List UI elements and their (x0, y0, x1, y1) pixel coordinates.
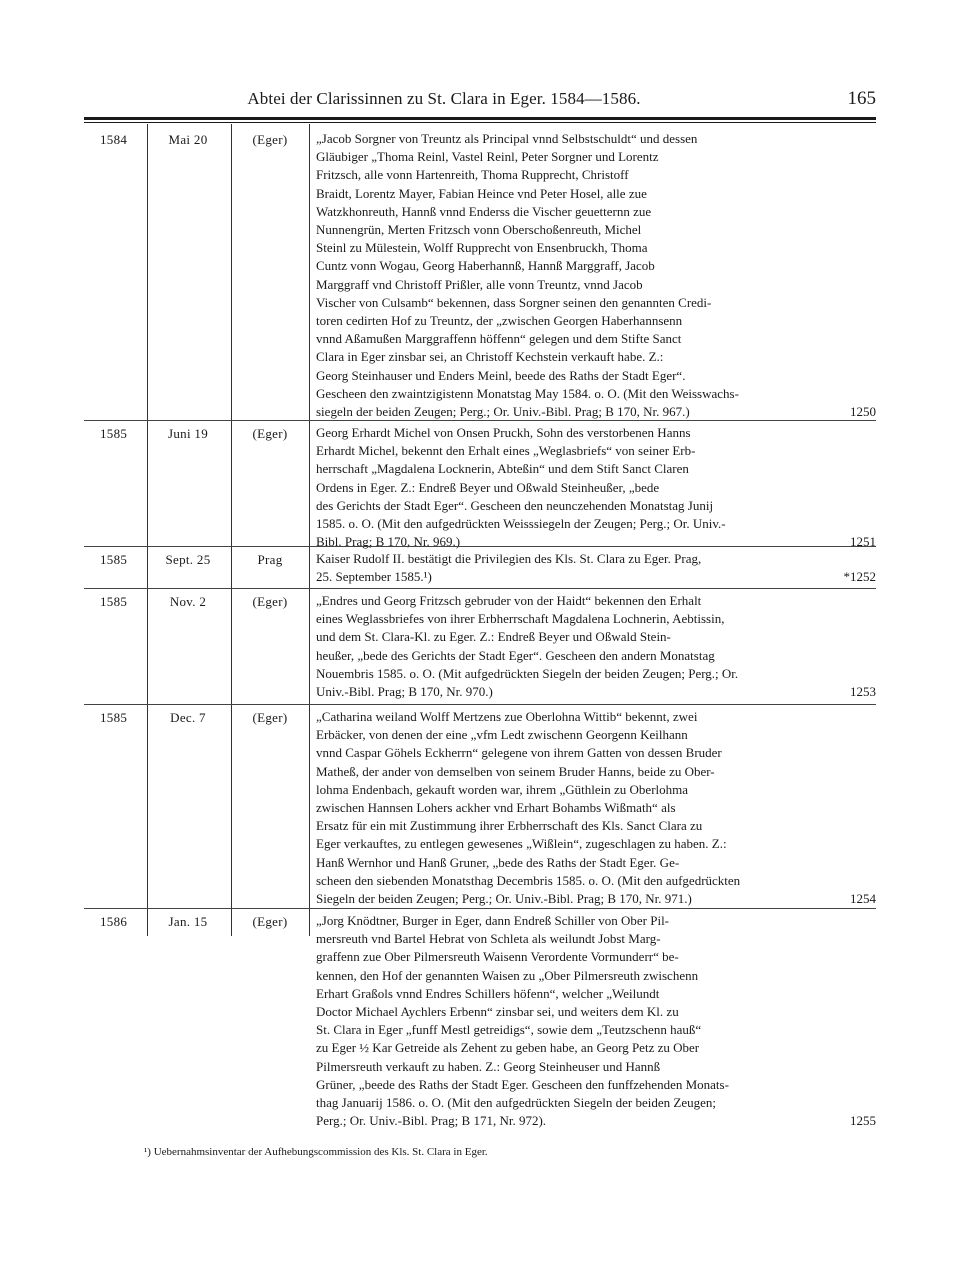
entry-divider (84, 420, 876, 421)
entry-line: graffenn zue Ober Pilmersreuth Waisenn Verordente Vormunderr“ be- (316, 949, 679, 965)
entry-line: Erbäcker, von denen der eine „vfm Ledt zwischenn Georgenn Keilhann (316, 727, 688, 743)
entry-line: kennen, den Hof der genannten Waisen zu „Ober Pilmersreuth zwischenn (316, 967, 699, 983)
entry-line: und dem St. Clara-Kl. zu Eger. Z.: Endreß Beyer und Oßwald Stein- (316, 629, 671, 645)
entry-place: (Eger) (252, 594, 288, 609)
header-rule (84, 117, 876, 123)
entry-line: „Jorg Knödtner, Burger in Eger, dann Endreß Schiller von Ober Pil- (316, 913, 670, 928)
entry-line: heußer, „bede des Gerichts der Stadt Eger“. Gescheen den andern Monatstag (316, 647, 715, 663)
entry-line: Georg Steinhauser und Enders Meinl, beede des Raths der Stadt Eger“. (316, 367, 686, 383)
entry-date: Mai 20 (168, 132, 208, 147)
entry-place: (Eger) (252, 426, 288, 441)
entry-line: Perg.; Or. Univ.-Bibl. Prag; B 171, Nr. 972). (316, 1113, 547, 1129)
entry-line: „Catharina weiland Wolff Mertzens zue Oberlohna Wittib“ bekennt, zwei (316, 709, 698, 724)
footnote-mark: ¹) (144, 1146, 151, 1158)
entry-line: Marggraff vnd Christoff Prißler, alle vonn Treuntz, vnnd Jacob (316, 276, 643, 292)
entry-line-last (316, 890, 876, 908)
entry-line: 1585. o. O. (Mit den aufgedrückten Weisssiegeln der Zeugen; Perg.; Or. Univ.- (316, 516, 726, 532)
entry-line: Gescheen den zwaintzigistenn Monatstag May 1584. o. O. (Mit den Weisswachs- (316, 385, 739, 401)
entry-line: Fritzsch, alle vonn Hartenreith, Thoma Rupprecht, Christoff (316, 167, 629, 183)
register-number: 1253 (850, 684, 876, 700)
entry-line: Braidt, Lorentz Mayer, Fabian Heince vnd Peter Hosel, alle zue (316, 185, 647, 201)
register-number: 1255 (850, 1113, 876, 1129)
entry-line-last (316, 533, 876, 551)
entry-line: Nouembris 1585. o. O. (Mit aufgedrückten Siegeln der beiden Zeugen; Perg.; Or. (316, 665, 739, 681)
entry-line: mersreuth vnd Bartel Hebrat von Schleta als weilundt Jobst Marg- (316, 931, 661, 947)
entry-line: scheen den siebenden Monatsthag Decembris 1585. o. O. (Mit den aufgedrückten (316, 872, 741, 888)
entry-text (316, 550, 876, 586)
entry-line: Bibl. Prag; B 170, Nr. 969.) (316, 534, 461, 550)
entry-line-last (316, 568, 876, 586)
entry-line: Erhart Graßols vnnd Endres Schillers höfenn“, welcher „Weilundt (316, 985, 660, 1001)
entry-text (316, 592, 876, 701)
entry-line: zwischen Hannsen Lohers ackher vnd Erhart Bohambs Wißmath“ als (316, 800, 676, 816)
entry-line: des Gerichts der Stadt Eger“. Gescheen den neunczehenden Monatstag Junij (316, 497, 714, 513)
entry-date: Nov. 2 (169, 594, 207, 609)
entry-place: (Eger) (252, 914, 288, 929)
entry-line: thag Januarij 1586. o. O. (Mit den aufgedrückten Siegeln der beiden Zeugen; (316, 1095, 716, 1111)
entry-line: zu Eger ½ Kar Getreide als Zehent zu geben habe, an Georg Petz zu Ober (316, 1040, 700, 1056)
entry-line: Matheß, der ander von demselben von seinem Bruder Hanns, beide zu Ober- (316, 763, 715, 779)
entry-date: Dec. 7 (170, 710, 206, 725)
entry-line: vnnd Caspar Göhels Eckherrn“ gelegene von ihrem Gatten von dessen Bruder (316, 745, 722, 761)
entry-line: Kaiser Rudolf II. bestätigt die Privilegien des Kls. St. Clara zu Eger. Prag, (316, 551, 702, 566)
entry-line: Ordens in Eger. Z.: Endreß Beyer und Oßwald Steinheußer, „bede (316, 479, 660, 495)
entry-line: vnnd Aßamußen Marggraffenn höffenn“ gelegen und dem Stifte Sanct (316, 331, 682, 347)
entry-line: Gläubiger „Thoma Reinl, Vastel Reinl, Peter Sorgner und Lorentz (316, 149, 659, 165)
entry-date: Jan. 15 (168, 914, 208, 929)
register-number: *1252 (843, 569, 876, 585)
entry-divider (84, 704, 876, 705)
entry-date: Juni 19 (167, 426, 209, 441)
register-number: 1254 (850, 891, 876, 907)
entry-line: St. Clara in Eger „funff Mestl getreidigs“, sowie dem „Teutzschenn hauß“ (316, 1022, 702, 1038)
entry-line: Nunnengrün, Merten Fritzsch vonn Oberschoßenreuth, Michel (316, 222, 642, 238)
entry-line: Univ.-Bibl. Prag; B 170, Nr. 970.) (316, 684, 493, 700)
entry-text (316, 708, 876, 908)
entry-text (316, 912, 876, 1130)
entry-line: Grüner, „beede des Raths der Stadt Eger. Gescheen den funffzehenden Monats- (316, 1076, 729, 1092)
entry-line: Clara in Eger zinsbar sei, an Christoff Kechstein verkauft habe. Z.: (316, 349, 664, 365)
column-rule-place (309, 124, 310, 936)
entry-line: lohma Endenbach, gekauft worden war, ihrem „Güthlein zu Oberlohma (316, 781, 689, 797)
entry-line: siegeln der beiden Zeugen; Perg.; Or. Univ.-Bibl. Prag; B 170, Nr. 967.) (316, 404, 690, 420)
entry-line-last (316, 1112, 876, 1130)
entry-place: (Eger) (252, 710, 288, 725)
entry-line: herrschaft „Magdalena Locknerin, Abteßin“ und dem Stift Sanct Claren (316, 461, 689, 477)
entry-text (316, 424, 876, 551)
entry-year: 1585 (100, 552, 128, 567)
entry-year: 1585 (100, 710, 128, 725)
entry-line: 25. September 1585.¹) (316, 569, 432, 585)
running-head (84, 86, 876, 112)
entry-line: Eger verkauftes, zu entlegen gewesenes „Wißlein“, zugeschlagen zu haben. Z.: (316, 836, 727, 852)
entry-year: 1586 (100, 914, 128, 929)
register-number: 1251 (850, 534, 876, 550)
entry-line: Cuntz vonn Wogau, Georg Haberhannß, Hannß Marggraff, Jacob (316, 258, 655, 274)
entry-line: Ersatz für ein mit Zustimmung ihrer Erbherrschaft des Kls. Sanct Clara zu (316, 818, 703, 834)
entry-line: Hanß Wernhor und Hanß Gruner, „bede des Raths der Stadt Eger. Ge- (316, 854, 680, 870)
entry-line: Vischer von Culsamb“ bekennen, dass Sorgner seinen den genannten Credi- (316, 294, 712, 310)
entry-divider (84, 908, 876, 909)
footnote (144, 1144, 844, 1160)
entry-line: toren cedirten Hof zu Treuntz, der „zwischen Georgen Haberhannsenn (316, 313, 683, 329)
entry-line-last (316, 403, 876, 421)
entry-divider (84, 588, 876, 589)
column-rule-year (147, 124, 148, 936)
entry-place: (Eger) (252, 132, 288, 147)
entry-text (316, 130, 876, 421)
entry-divider (84, 546, 876, 547)
page-number: 165 (847, 88, 876, 109)
page-title: Abtei der Clarissinnen zu St. Clara in Eger. 1584—1586. (247, 89, 641, 108)
entry-line: Doctor Michael Aychlers Erbenn“ zinsbar sei, und weiters dem Kl. zu (316, 1004, 679, 1020)
entry-line: eines Weglassbriefes von ihrer Erbherrschaft Magdalena Lochnerin, Aebtissin, (316, 611, 725, 627)
entry-line: Watzkhonreuth, Hannß vnnd Enderss die Vischer geuetternn zue (316, 203, 652, 219)
entry-date: Sept. 25 (165, 552, 211, 567)
entry-line: Siegeln der beiden Zeugen; Perg.; Or. Univ.-Bibl. Prag; B 170, Nr. 971.) (316, 891, 692, 907)
entry-line: „Endres und Georg Fritzsch gebruder von der Haidt“ bekennen den Erhalt (316, 593, 702, 608)
column-rule-date (231, 124, 232, 936)
entry-line: Erhardt Michel, bekennt den Erhalt eines „Weglasbriefs“ von seiner Erb- (316, 443, 696, 459)
entry-line-last (316, 683, 876, 701)
entry-year: 1585 (100, 426, 128, 441)
entry-line: Georg Erhardt Michel von Onsen Pruckh, Sohn des verstorbenen Hanns (316, 425, 691, 440)
register-number: 1250 (850, 404, 876, 420)
entry-year: 1584 (100, 132, 128, 147)
entry-year: 1585 (100, 594, 128, 609)
entry-line: „Jacob Sorgner von Treuntz als Principal vnnd Selbstschuldt“ und dessen (316, 131, 698, 146)
entry-place: Prag (257, 552, 283, 567)
entry-line: Steinl zu Mülestein, Wolff Rupprecht von Ensenbruckh, Thoma (316, 240, 648, 256)
footnote-text: Uebernahmsinventar der Aufhebungscommission des Kls. St. Clara in Eger. (153, 1146, 488, 1158)
entry-line: Pilmersreuth verkauft zu haben. Z.: Georg Steinheuser und Hannß (316, 1058, 661, 1074)
